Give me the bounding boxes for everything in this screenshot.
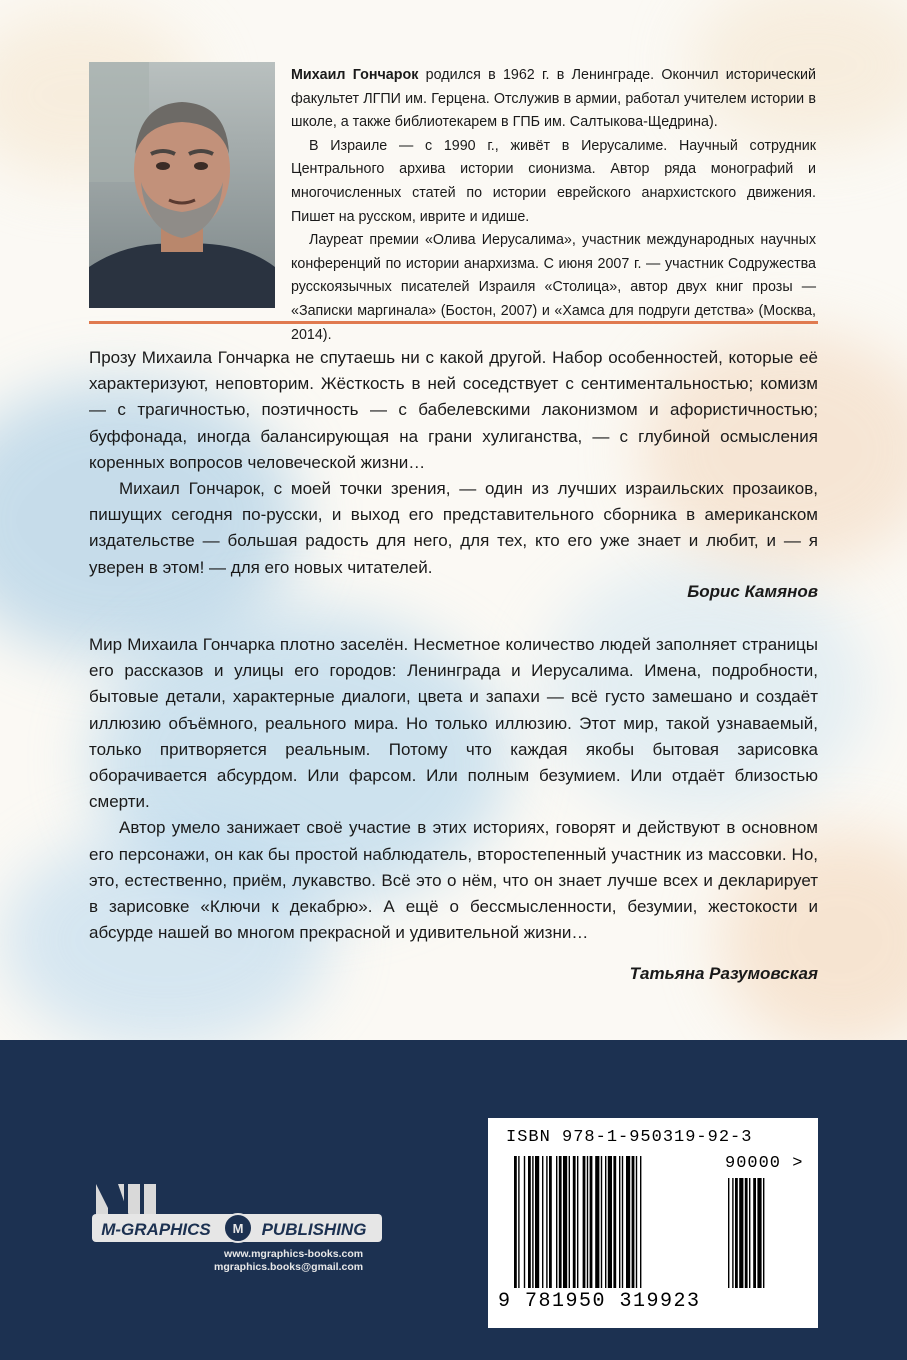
divider-rule [89,321,818,324]
publisher-name-right: PUBLISHING [261,1220,367,1239]
bio-text: родился в 1962 г. в Ленинграде. Окончил исторический факультет ЛГПИ им. Герцена. Отслужив в армии, работал учителем истории в школе, а также библиотекарем в ГПБ им. Салтыкова-Щедрина). [291,67,816,131]
bio-paragraph [291,64,816,135]
barcode-bars [514,1156,804,1296]
publisher-website: www.mgraphics-books.com [224,1248,364,1260]
price-code: 90000 > [725,1154,804,1173]
publisher-contacts [214,1248,363,1274]
bio-paragraph: В Израиле — с 1990 г., живёт в Иерусалиме. Научный сотрудник Центрального архива истории сионизма. Автор ряда монографий и многочисленных статей по истории еврейского анархистского движения. Пишет на русском, иврите и идише. [291,137,816,225]
svg-text:M: M [232,1221,244,1236]
review-kamyanov [89,345,818,581]
bio-paragraph: Лауреат премии «Олива Иерусалима», участник международных научных конференций по истории анархизма. С июня 2007 г. — участник Содружества русскоязычных писателей Израиля «Столица», автор двух книг прозы — «Записки маргинала» (Бостон, 2007) и «Хамса для подруги детства» (Москва, 2014). [291,232,816,343]
review-razumovskaya [89,632,818,946]
isbn-barcode [488,1118,818,1328]
review-paragraph: Автор умело занижает своё участие в этих историях, говорят и действуют в основном его персонажи, он как бы простой наблюдатель, второстепенный участник из массовки. Но, это, естественно, приём, лукавство. Всё это о нём, что он знает лучше всех и декларирует в зарисовке «Ключи к декабрю». А ещё о бессмысленности, безумии, жестокости и абсурде нашей во многом прекрасной и удивительной жизни… [89,818,818,943]
author-photo [89,62,275,308]
review-paragraph: Михаил Гончарок, с моей точки зрения, — один из лучших израильских прозаиков, пишущих сегодня по-русски, и выход его представительного сборника в американском издательстве — большая радость для него, для тех, кто его уже знает и любит, и — я уверен в этом! — для его новых читателей. [89,479,818,577]
review-author-signature: Татьяна Разумовская [629,964,818,983]
review-author-signature: Борис Камянов [687,582,818,601]
author-biography [291,64,816,347]
isbn-text: ISBN 978-1-950319-92-3 [506,1128,753,1147]
review-paragraph: Мир Михаила Гончарка плотно заселён. Несметное количество людей заполняет страницы его рассказов и улицы его городов: Ленинграда и Иерусалима. Имена, подробности, бытовые детали, характерные диалоги, цвета и запахи — всё густо замешано и создаёт иллюзию объёмного, реального мира. Но только иллюзию. Этот мир, такой узнаваемый, только притворяется реальным. Потому что каждая якобы бытовая зарисовка оборачивается абсурдом. Или фарсом. Или полным безумием. Или отдаёт близостью смерти. [89,635,818,812]
author-portrait-image [89,62,275,308]
barcode-digits: 9 781950 319923 [498,1290,701,1313]
publisher-name-left: M-GRAPHICS [101,1220,211,1239]
review-paragraph: Прозу Михаила Гончарка не спутаешь ни с какой другой. Набор особенностей, которые её характеризуют, неповторим. Жёсткость в ней соседствует с сентиментальностью; комизм — с трагичностью, поэтичность — с бабелевскими лаконизмом и афористичностью; буффонада, иногда балансирующая на грани хулиганства, — с глубиной осмысления коренных вопросов человеческой жизни… [89,348,818,472]
publisher-email: mgraphics.books@gmail.com [214,1261,364,1273]
author-name: Михаил Гончарок [291,67,419,83]
